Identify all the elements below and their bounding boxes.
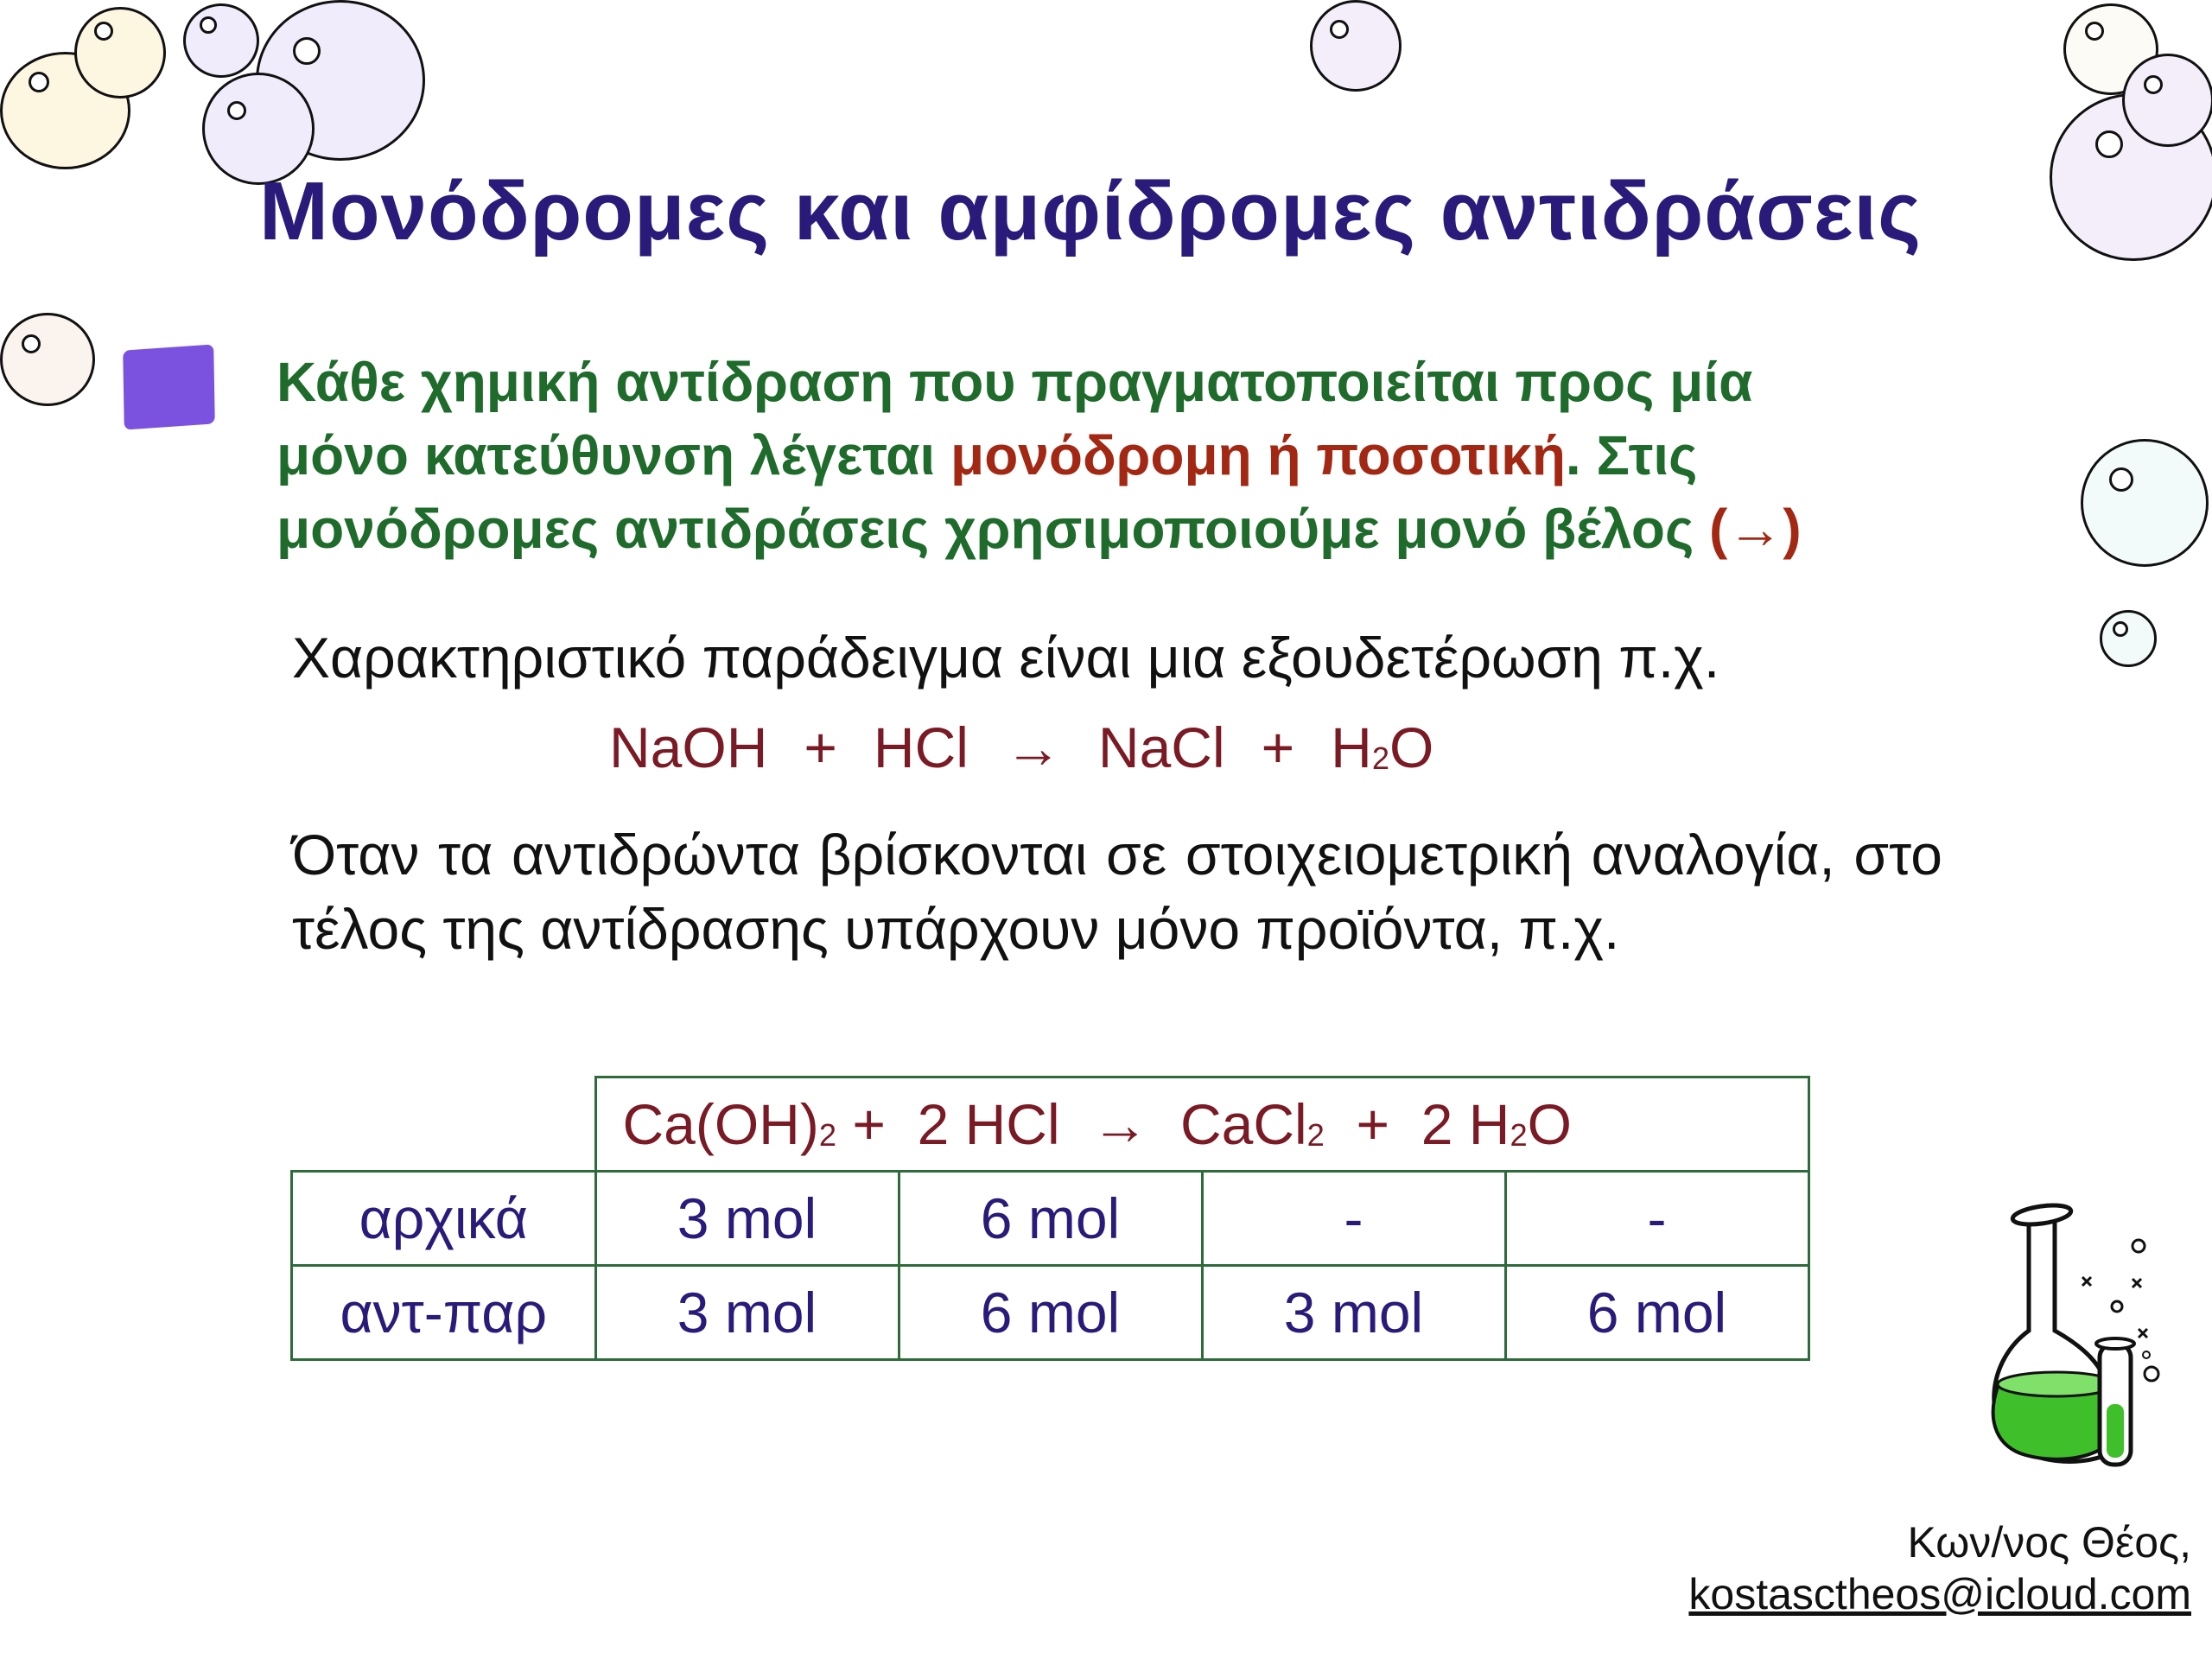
table-corner [292, 1077, 596, 1172]
table-row [292, 1172, 1809, 1266]
row-label: αρχικά [292, 1172, 596, 1266]
table-row [292, 1266, 1809, 1360]
bubble-decoration [183, 3, 259, 78]
bubble-decoration [74, 7, 166, 99]
author-email-link[interactable]: kostasctheos@icloud.com [1688, 1570, 2191, 1618]
definition-line2-end: . Στις [1565, 424, 1698, 486]
table-cell: 3 mol [595, 1172, 899, 1266]
plus-sign: + [1261, 715, 1295, 779]
bubble-decoration [2122, 54, 2212, 147]
definition-line2: μόνο κατεύθυνση λέγεται [276, 424, 951, 486]
plus-sign: + [804, 715, 837, 779]
table-equation: $Ca(OH)_2 + 2$ HCl → CaCl$_2$ + 2 $H_2O$ [595, 1077, 1808, 1172]
bubble-decoration [2100, 610, 2157, 667]
table-header-row [292, 1077, 1809, 1172]
table-cell: 6 mol [899, 1266, 1202, 1360]
bubble-decoration [1310, 0, 1402, 92]
arrow-symbol: (→) [1709, 498, 1802, 560]
example-intro: Χαρακτηριστικό παράδειγμα είναι μια εξουδετέρωση π.χ. [292, 626, 1720, 690]
table-cell: 3 mol [595, 1266, 899, 1360]
neutralization-equation [609, 710, 1433, 796]
author-name: Κων/νος Θέος, [1907, 1518, 2191, 1567]
product-nacl: NaCl [1097, 715, 1225, 779]
reaction-arrow: → [1004, 715, 1062, 779]
reactant-hcl: HCl [873, 715, 969, 779]
stoichiometry-table [290, 1076, 1810, 1361]
definition-line1: Κάθε χημική αντίδραση που πραγματοποιείται προς μία [276, 351, 1753, 413]
table-cell: 6 mol [899, 1172, 1202, 1266]
reactant-naoh: NaOH [609, 715, 768, 779]
bubble-decoration [2081, 439, 2209, 567]
definition-line3: μονόδρομες αντιδράσεις χρησιμοποιούμε μονό βέλος [276, 498, 1709, 560]
table-cell: 6 mol [1505, 1266, 1808, 1360]
table-cell: 3 mol [1202, 1266, 1505, 1360]
stoichiometry-text: Όταν τα αντιδρώντα βρίσκονται σε στοιχειομετρική αναλογία, στο τέλος της αντίδρασης υπάρχουν μόνο προϊόντα, π.χ. [292, 823, 1942, 961]
row-label: αντ-παρ [292, 1266, 596, 1360]
table-cell: - [1202, 1172, 1505, 1266]
bubble-decoration [0, 313, 95, 406]
bullet-marker [123, 344, 215, 429]
product-water: $H_2O$ [1331, 715, 1434, 779]
definition-paragraph [276, 346, 1970, 566]
table-cell: - [1505, 1172, 1808, 1266]
flask-icon [1979, 1201, 2177, 1478]
page-title: Μονόδρομες και αμφίδρομες αντιδράσεις [259, 165, 1923, 257]
author-credit [1688, 1516, 2191, 1620]
definition-highlight: μονόδρομη ή ποσοτική [950, 424, 1566, 486]
